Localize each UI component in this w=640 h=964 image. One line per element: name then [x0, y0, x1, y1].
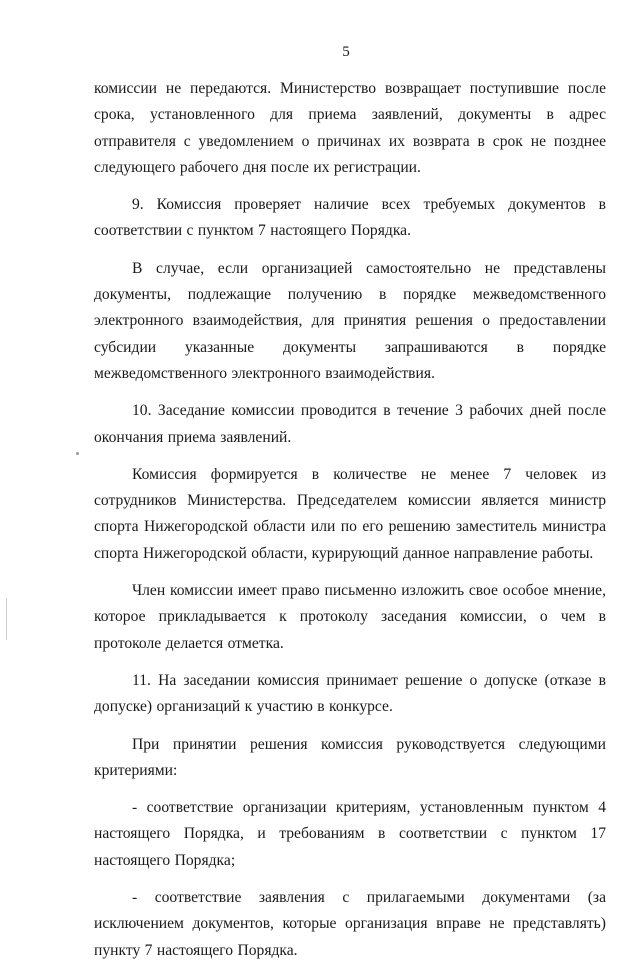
paragraph-criteria-intro: При принятии решения комиссия руководствуется следующими критериями: [94, 735, 606, 779]
paragraph-missing-documents: В случае, если организацией самостоятельно не представлены документы, подлежащие получению в порядке межведомственного электронного взаимодействия, для принятия решения о предоставлении субсидии указанные документы запрашиваются в порядке межведомственного электронного взаимодействия. [94, 259, 606, 382]
scan-mark-dot [76, 452, 79, 455]
paragraph-intro: комиссии не передаются. Министерство возвращает поступившие после срока, установленного для приема заявлений, документы в адрес отправителя с уведомлением о причинах их возврата в срок не позднее следующего рабочего дня после их регистрации. [94, 80, 606, 176]
paragraph-10: 10. Заседание комиссии проводится в течение 3 рабочих дней после окончания приема заявлений. [94, 402, 606, 446]
paragraph-11: 11. На заседании комиссия принимает решение о допуске (отказе в допуске) организаций к участию в конкурсе. [94, 671, 606, 716]
criteria-item-2: - соответствие заявления с прилагаемыми документами (за исключением документов, которые организация вправе не представлять) пункту 7 настоящего Порядка. [94, 889, 606, 959]
paragraph-9: 9. Комиссия проверяет наличие всех требуемых документов в соответствии с пунктом 7 настоящего Порядка. [94, 196, 606, 240]
criteria-item-1: - соответствие организации критериям, установленным пунктом 4 настоящего Порядка, и требованиям в соответствии с пунктом 17 настоящего Порядка; [94, 799, 606, 869]
page-number: 5 [342, 44, 350, 60]
paragraph-member-opinion: Член комиссии имеет право письменно изложить свое особое мнение, которое прикладывается к протоколу заседания комиссии, о чем в протоколе делается отметка. [94, 582, 606, 652]
document-body [94, 76, 606, 964]
paragraph-commission-composition: Комиссия формируется в количестве не менее 7 человек из сотрудников Министерства. Председателем комиссии является министр спорта Нижегородской области или по его решению заместитель министра спорта Нижегородской области, курирующий данное направление работы. [94, 465, 606, 562]
scan-mark-left [6, 598, 7, 640]
